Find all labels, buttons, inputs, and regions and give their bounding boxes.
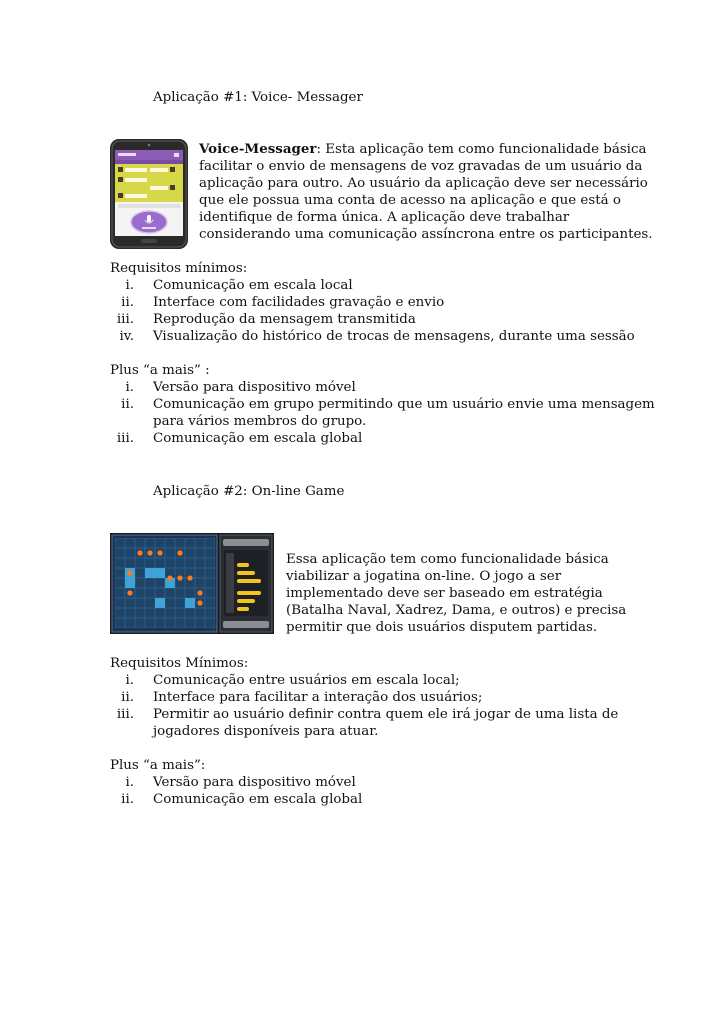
battleship-game-image: [110, 533, 274, 634]
list-item: Versão para dispositivo móvel: [153, 775, 356, 790]
list-item: Comunicação em grupo permitindo que um usuário envie uma mensagem: [153, 397, 655, 412]
list-number: iii.: [116, 431, 134, 446]
app2-description-line-2: viabilizar a jogatina on-line. O jogo a ser: [286, 569, 562, 584]
list-number: iii.: [116, 312, 134, 327]
list-number: i.: [125, 278, 134, 293]
app1-heading: Aplicação #1: Voice- Messager: [153, 90, 363, 105]
list-number: i.: [125, 380, 134, 395]
list-item: Visualização do histórico de trocas de mensagens, durante uma sessão: [153, 329, 635, 344]
app1-description-line-2: facilitar o envio de mensagens de voz gravadas de um usuário da: [199, 159, 643, 174]
list-item: Comunicação em escala local: [153, 278, 353, 293]
list-number: iii.: [116, 707, 134, 722]
app2-description-line-5: permitir que dois usuários disputem partidas.: [286, 620, 598, 635]
list-item: Comunicação em escala global: [153, 792, 363, 807]
list-item-continuation: para vários membros do grupo.: [153, 414, 367, 429]
app1-requirements-title: Requisitos mínimos:: [110, 261, 248, 276]
app2-requirements-title: Requisitos Mínimos:: [110, 656, 249, 671]
app2-plus-title: Plus “a mais”:: [110, 758, 206, 773]
app1-description-line-3: aplicação para outro. Ao usuário da aplicação deve ser necessário: [199, 176, 648, 191]
app2-description-line-3: implementado deve ser baseado em estratégia: [286, 586, 603, 601]
list-item: Reprodução da mensagem transmitida: [153, 312, 416, 327]
app1-description-intro: : Esta aplicação tem como funcionalidade básica: [316, 142, 647, 157]
list-number: ii.: [121, 397, 134, 412]
app1-description-line-4: que ele possua uma conta de acesso na aplicação e que está o: [199, 193, 621, 208]
list-item: Interface com facilidades gravação e envio: [153, 295, 445, 310]
list-item: Interface para facilitar a interação dos usuários;: [153, 690, 483, 705]
app1-name: Voice-Messager: [199, 141, 317, 157]
app2-description-line-4: (Batalha Naval, Xadrez, Dama, e outros) e precisa: [286, 603, 627, 618]
voice-messager-phone-image: [110, 139, 188, 249]
list-item: Comunicação entre usuários em escala local;: [153, 673, 460, 688]
app1-description-line-5: identifique de forma única. A aplicação deve trabalhar: [199, 210, 570, 225]
list-item: Comunicação em escala global: [153, 431, 363, 446]
list-item: Versão para dispositivo móvel: [153, 380, 356, 395]
app1-description-line-6: considerando uma comunicação assíncrona entre os participantes.: [199, 227, 653, 242]
list-number: ii.: [121, 295, 134, 310]
app2-description-line-1: Essa aplicação tem como funcionalidade básica: [286, 552, 609, 567]
list-number: iv.: [119, 329, 134, 344]
list-item: Permitir ao usuário definir contra quem ele irá jogar de uma lista de: [153, 707, 619, 722]
app1-description-line-1: [199, 141, 646, 158]
list-number: ii.: [121, 792, 134, 807]
app1-plus-title: Plus “a mais” :: [110, 363, 210, 378]
list-number: i.: [125, 673, 134, 688]
list-number: ii.: [121, 690, 134, 705]
list-item-continuation: jogadores disponíveis para atuar.: [153, 724, 379, 739]
list-number: i.: [125, 775, 134, 790]
app2-heading: Aplicação #2: On-line Game: [153, 484, 345, 499]
